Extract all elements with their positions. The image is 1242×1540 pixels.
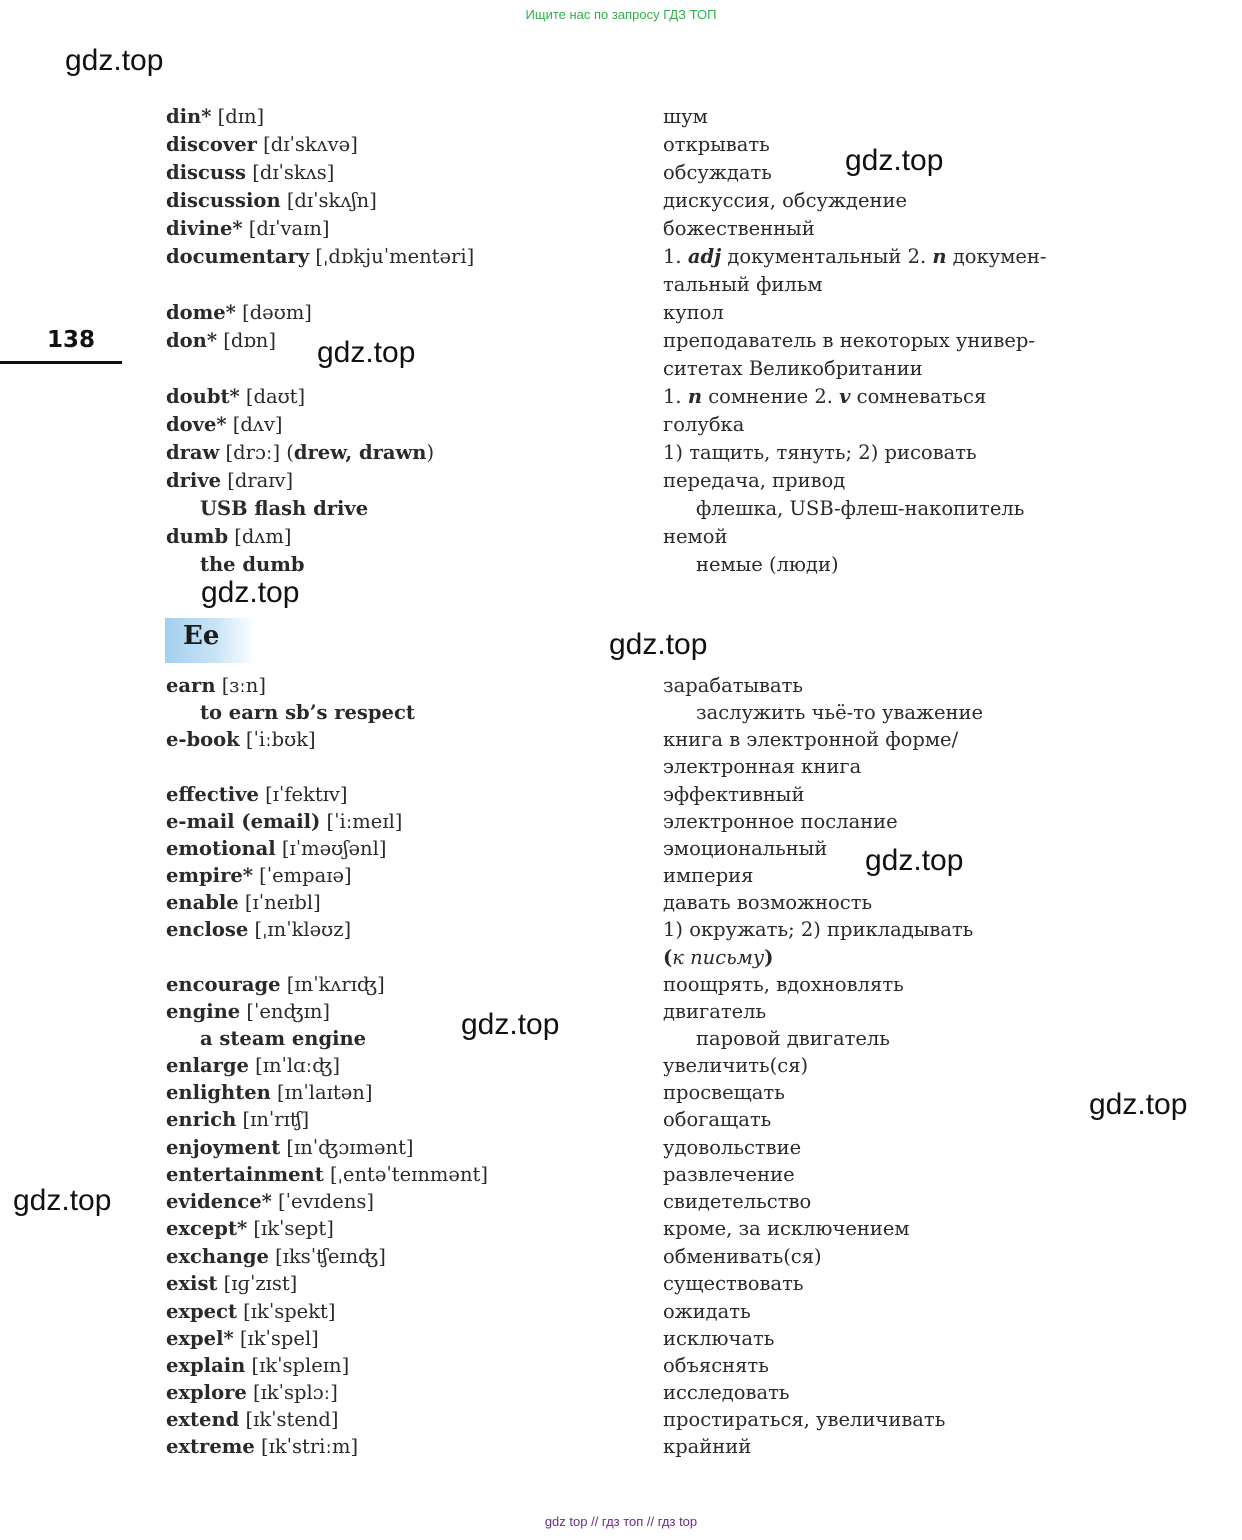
headword: empire* xyxy=(166,864,253,887)
headword-row xyxy=(166,243,474,270)
phrase-translation: флешка, USB-флеш-накопитель xyxy=(696,497,1025,520)
headword: explain xyxy=(166,1354,246,1377)
translation-continued: тальный фильм xyxy=(663,273,823,296)
headword: discuss xyxy=(166,161,247,184)
transcription: [ɪkˈstend] xyxy=(245,1408,339,1431)
transcription: [dɪˈvaɪn] xyxy=(248,217,330,240)
translation-continued: (к письму) xyxy=(663,946,774,969)
headword-row xyxy=(166,916,351,943)
transcription: [dɒn] xyxy=(223,329,276,352)
transcription: [ɪksˈʧeɪnʤ] xyxy=(275,1245,386,1268)
translation: обсуждать xyxy=(663,161,772,184)
headword-row xyxy=(166,862,352,889)
transcription: [dʌm] xyxy=(234,525,292,548)
translation: крайний xyxy=(663,1435,752,1458)
headword-row xyxy=(166,781,348,808)
headword: expect xyxy=(166,1300,237,1323)
page-number-rule xyxy=(0,361,122,364)
headword: enlighten xyxy=(166,1081,271,1104)
transcription: [dɪn] xyxy=(217,105,265,128)
headword: entertainment xyxy=(166,1163,324,1186)
transcription: [ɪkˈspekt] xyxy=(243,1300,336,1323)
headword-row xyxy=(166,1406,339,1433)
headword-row xyxy=(166,523,292,550)
transcription: [ɪˈməʊʃənl] xyxy=(281,837,387,860)
watermark: gdz.top xyxy=(845,144,944,177)
transcription: [ɪnˈlɑːʤ] xyxy=(255,1054,340,1077)
transcription: [dɪˈskʌʃn] xyxy=(286,189,377,212)
watermark: gdz.top xyxy=(317,336,416,369)
phrase-translation: паровой двигатель xyxy=(696,1027,890,1050)
translation: дискуссия, обсуждение xyxy=(663,189,908,212)
transcription: [dʌv] xyxy=(232,413,283,436)
headword: extreme xyxy=(166,1435,255,1458)
translation: немой xyxy=(663,525,728,548)
translation: двигатель xyxy=(663,1000,767,1023)
translation: обменивать(ся) xyxy=(663,1245,822,1268)
headword-row xyxy=(166,103,264,130)
headword: earn xyxy=(166,674,216,697)
headword: enable xyxy=(166,891,239,914)
phrase: a steam engine xyxy=(200,1027,367,1050)
headword-row xyxy=(166,215,330,242)
transcription: [ɪnˈʤɔɪmənt] xyxy=(286,1136,414,1159)
headword: enlarge xyxy=(166,1054,249,1077)
translation-continued: электронная книга xyxy=(663,755,862,778)
phrase: USB flash drive xyxy=(200,497,369,520)
headword-row xyxy=(166,835,386,862)
translation: объяснять xyxy=(663,1354,769,1377)
headword-row xyxy=(166,327,276,354)
transcription: [ɪɡˈzɪst] xyxy=(223,1272,298,1295)
top-banner[interactable]: Ищите нас по запросу ГДЗ ТОП xyxy=(525,7,717,22)
translation: электронное послание xyxy=(663,810,898,833)
headword: exist xyxy=(166,1272,218,1295)
headword: dove* xyxy=(166,413,227,436)
headword: explore xyxy=(166,1381,247,1404)
headword-row xyxy=(166,672,266,699)
watermark: gdz.top xyxy=(1089,1088,1188,1121)
translation: преподаватель в некоторых универ- xyxy=(663,329,1035,352)
translation: передача, привод xyxy=(663,469,846,492)
headword-row xyxy=(166,1161,488,1188)
headword: except* xyxy=(166,1217,248,1240)
headword-row xyxy=(166,726,316,753)
transcription: [ˌentəˈteɪnmənt] xyxy=(329,1163,488,1186)
translation: 1) тащить, тянуть; 2) рисовать xyxy=(663,441,977,464)
translation: обогащать xyxy=(663,1108,772,1131)
headword-row xyxy=(166,1433,358,1460)
headword-row xyxy=(166,187,377,214)
translation: исключать xyxy=(663,1327,775,1350)
translation: 1. n сомнение 2. v сомневаться xyxy=(663,385,987,408)
translation: эффективный xyxy=(663,783,805,806)
transcription: [ɪkˈstriːm] xyxy=(260,1435,359,1458)
headword-row xyxy=(166,439,434,466)
translation: поощрять, вдохновлять xyxy=(663,973,904,996)
watermark: gdz.top xyxy=(13,1184,112,1217)
headword: discussion xyxy=(166,189,281,212)
headword: din* xyxy=(166,105,212,128)
headword-row xyxy=(166,998,330,1025)
headword: extend xyxy=(166,1408,240,1431)
translation: исследовать xyxy=(663,1381,790,1404)
translation: шум xyxy=(663,105,708,128)
transcription: [ɪˈfektɪv] xyxy=(265,783,348,806)
headword-row xyxy=(166,1379,338,1406)
transcription: [dɪˈskʌvə] xyxy=(263,133,358,156)
transcription: [ɪnˈlaɪtən] xyxy=(277,1081,373,1104)
translation: 1. adj документальный 2. n докумен- xyxy=(663,245,1047,268)
transcription: [dəʊm] xyxy=(242,301,312,324)
translation: увеличить(ся) xyxy=(663,1054,809,1077)
translation: зарабатывать xyxy=(663,674,804,697)
headword: enjoyment xyxy=(166,1136,281,1159)
headword-row xyxy=(166,1243,386,1270)
phrase: to earn sb’s respect xyxy=(200,701,415,724)
phrase-translation: заслужить чьё-то уважение xyxy=(696,701,984,724)
headword-row xyxy=(166,131,358,158)
watermark: gdz.top xyxy=(609,628,708,661)
translation: удовольствие xyxy=(663,1136,802,1159)
transcription: [ˈiːbʊk] xyxy=(245,728,316,751)
translation: империя xyxy=(663,864,754,887)
headword-row xyxy=(166,889,321,916)
transcription: [dɪˈskʌs] xyxy=(252,161,335,184)
translation: открывать xyxy=(663,133,770,156)
transcription: [ˌɪnˈkləʊz] xyxy=(254,918,352,941)
watermark: gdz.top xyxy=(865,844,964,877)
translation: книга в электронной форме/ xyxy=(663,728,959,751)
translation: божественный xyxy=(663,217,815,240)
translation: простираться, увеличивать xyxy=(663,1408,946,1431)
transcription: [ɪnˈrɪʧ] xyxy=(242,1108,310,1131)
headword-row xyxy=(166,467,293,494)
translation: купол xyxy=(663,301,724,324)
translation: развлечение xyxy=(663,1163,795,1186)
headword-row xyxy=(166,299,312,326)
transcription: [ɪkˈsept] xyxy=(253,1217,334,1240)
translation: существовать xyxy=(663,1272,804,1295)
headword: divine* xyxy=(166,217,243,240)
headword: dome* xyxy=(166,301,236,324)
transcription: [draɪv] xyxy=(227,469,294,492)
headword-row xyxy=(166,1134,414,1161)
headword: drive xyxy=(166,469,222,492)
transcription: [ˈenʤɪn] xyxy=(246,1000,331,1023)
watermark: gdz.top xyxy=(461,1008,560,1041)
transcription: [ɪˈneɪbl] xyxy=(244,891,321,914)
translation: 1) окружать; 2) прикладывать xyxy=(663,918,974,941)
headword: e-mail (email) xyxy=(166,810,321,833)
watermark: gdz.top xyxy=(65,44,164,77)
phrase: the dumb xyxy=(200,553,305,576)
headword: enrich xyxy=(166,1108,237,1131)
transcription: [ɜːn] xyxy=(221,674,266,697)
translation: свидетельство xyxy=(663,1190,812,1213)
footer-links[interactable]: gdz top // гдз топ // гдз top xyxy=(544,1514,698,1529)
headword-row xyxy=(166,971,385,998)
transcription: [ˈiːmeɪl] xyxy=(326,810,403,833)
translation: эмоциональный xyxy=(663,837,828,860)
headword-row xyxy=(166,411,283,438)
headword: effective xyxy=(166,783,259,806)
headword: doubt* xyxy=(166,385,240,408)
headword: emotional xyxy=(166,837,276,860)
headword-row xyxy=(166,1106,309,1133)
headword: e-book xyxy=(166,728,240,751)
transcription: [daʊt] xyxy=(245,385,306,408)
headword-row xyxy=(166,1188,374,1215)
transcription: [ɪkˈspleɪn] xyxy=(251,1354,350,1377)
page-number: 138 xyxy=(47,327,96,353)
translation: просвещать xyxy=(663,1081,785,1104)
headword: dumb xyxy=(166,525,229,548)
headword-row xyxy=(166,1352,349,1379)
verb-forms: (drew, drawn) xyxy=(286,441,435,464)
headword: expel* xyxy=(166,1327,234,1350)
section-header xyxy=(165,618,255,663)
headword-row xyxy=(166,1325,319,1352)
headword: discover xyxy=(166,133,257,156)
headword: don* xyxy=(166,329,218,352)
transcription: [ˈevɪdens] xyxy=(278,1190,375,1213)
headword-row xyxy=(166,1079,372,1106)
transcription: [ˈempaɪə] xyxy=(259,864,352,887)
transcription: [ɪnˈkʌrɪʤ] xyxy=(286,973,385,996)
headword-row xyxy=(166,159,334,186)
transcription: [ˌdɒkjuˈmentəri] xyxy=(315,245,475,268)
transcription: [ɪkˈsplɔː] xyxy=(252,1381,338,1404)
headword: documentary xyxy=(166,245,310,268)
translation-continued: ситетах Великобритании xyxy=(663,357,923,380)
translation: давать возможность xyxy=(663,891,873,914)
watermark: gdz.top xyxy=(201,576,300,609)
translation: голубка xyxy=(663,413,745,436)
headword-row xyxy=(166,1270,297,1297)
headword: encourage xyxy=(166,973,281,996)
headword: enclose xyxy=(166,918,249,941)
headword: engine xyxy=(166,1000,241,1023)
headword-row xyxy=(166,1052,340,1079)
translation: кроме, за исключением xyxy=(663,1217,910,1240)
headword-row xyxy=(166,383,305,410)
transcription: [drɔː] xyxy=(225,441,281,464)
phrase-translation: немые (люди) xyxy=(696,553,839,576)
headword-row xyxy=(166,1298,335,1325)
section-title: Ee xyxy=(183,621,220,651)
headword-row xyxy=(166,1215,334,1242)
transcription: [ɪkˈspel] xyxy=(239,1327,319,1350)
translation: ожидать xyxy=(663,1300,751,1323)
headword-row xyxy=(166,808,402,835)
headword: evidence* xyxy=(166,1190,272,1213)
headword: exchange xyxy=(166,1245,269,1268)
headword: draw xyxy=(166,441,220,464)
